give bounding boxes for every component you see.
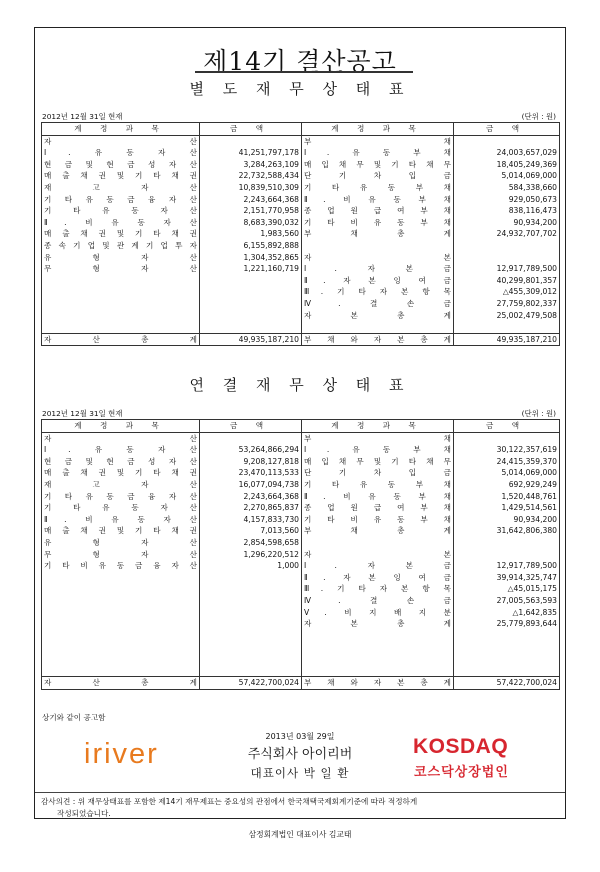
table-row bbox=[42, 514, 560, 526]
amount-value: △455,309,012 bbox=[454, 286, 560, 298]
amount-value: 27,759,802,337 bbox=[454, 298, 560, 310]
separate-balance-sheet bbox=[41, 122, 560, 346]
amount-value: 584,338,660 bbox=[454, 182, 560, 194]
amount-value: 1,520,448,761 bbox=[454, 491, 560, 503]
amount-value: 12,917,789,500 bbox=[454, 263, 560, 275]
amount-value bbox=[454, 135, 560, 147]
account-label bbox=[42, 664, 200, 676]
consolidated-as-of: 2012년 12월 31일 현재 bbox=[42, 409, 123, 418]
amount-value: 2,270,865,837 bbox=[200, 502, 302, 514]
account-label: 매 입 채 무 및 기 타 채 무 bbox=[302, 456, 454, 468]
account-label: Ⅰ. 자 본 금 bbox=[302, 263, 454, 275]
amount-value bbox=[454, 641, 560, 653]
account-label bbox=[42, 572, 200, 584]
col-amount-header: 금 액 bbox=[200, 123, 302, 136]
amount-value bbox=[454, 537, 560, 549]
total-value: 57,422,700,024 bbox=[454, 677, 560, 690]
account-label: 기 타 유 동 자 산 bbox=[42, 205, 200, 217]
account-label bbox=[302, 537, 454, 549]
amount-value: 24,932,707,702 bbox=[454, 228, 560, 240]
amount-value: 929,050,673 bbox=[454, 194, 560, 206]
account-label: 재 고 자 산 bbox=[42, 182, 200, 194]
account-label: Ⅴ. 비 지 배 지 분 bbox=[302, 607, 454, 619]
account-label bbox=[42, 641, 200, 653]
table-row bbox=[42, 275, 560, 287]
amount-value: 9,208,127,818 bbox=[200, 456, 302, 468]
account-label bbox=[42, 653, 200, 665]
page-title: 제14기 결산공고 bbox=[203, 47, 397, 76]
table-row bbox=[42, 537, 560, 549]
iriver-logo: iriver bbox=[84, 738, 159, 770]
separate-unit: (단위 : 원) bbox=[521, 112, 556, 121]
account-label: 매 출 채 권 및 기 타 채 권 bbox=[42, 467, 200, 479]
col-amount-header: 금 액 bbox=[454, 420, 560, 433]
amount-value: 41,251,797,178 bbox=[200, 147, 302, 159]
amount-value: 90,934,200 bbox=[454, 514, 560, 526]
amount-value: 10,839,510,309 bbox=[200, 182, 302, 194]
table-row bbox=[42, 286, 560, 298]
amount-value bbox=[454, 664, 560, 676]
table-row bbox=[42, 182, 560, 194]
amount-value: 25,779,893,644 bbox=[454, 618, 560, 630]
amount-value: △1,642,835 bbox=[454, 607, 560, 619]
amount-value: 1,304,352,865 bbox=[200, 252, 302, 264]
audit-opinion-line-1: 감사의견 : 위 재무상태표를 포함한 제14기 재무제표는 중요성의 관점에서 한국채택국제회계기준에 따라 적정하게 bbox=[41, 797, 418, 806]
table-row bbox=[42, 147, 560, 159]
account-label bbox=[42, 298, 200, 310]
account-label: 부 채 bbox=[302, 135, 454, 147]
account-label: 기 타 비 유 동 금 융 자 산 bbox=[42, 560, 200, 572]
table-row bbox=[42, 432, 560, 444]
amount-value: 39,914,325,747 bbox=[454, 572, 560, 584]
table-row bbox=[42, 310, 560, 322]
amount-value: 40,299,801,357 bbox=[454, 275, 560, 287]
account-label: 무 형 자 산 bbox=[42, 549, 200, 561]
consolidated-heading: 연 결 재 무 상 태 표 bbox=[189, 376, 411, 394]
table-row bbox=[42, 298, 560, 310]
total-label: 부 채 와 자 본 총 계 bbox=[302, 677, 454, 690]
table-row bbox=[42, 467, 560, 479]
account-label bbox=[42, 595, 200, 607]
amount-value bbox=[200, 583, 302, 595]
audit-opinion bbox=[41, 796, 561, 820]
separate-body bbox=[42, 135, 560, 346]
account-label bbox=[42, 583, 200, 595]
account-label: 자 산 bbox=[42, 432, 200, 444]
account-label: Ⅱ. 자 본 잉 여 금 bbox=[302, 572, 454, 584]
amount-value: 2,243,664,368 bbox=[200, 194, 302, 206]
amount-value bbox=[200, 286, 302, 298]
amount-value bbox=[200, 275, 302, 287]
col-account-header: 계 정 과 목 bbox=[302, 420, 454, 433]
table-row bbox=[42, 607, 560, 619]
total-label: 자 산 총 계 bbox=[42, 677, 200, 690]
amount-value bbox=[454, 252, 560, 264]
account-label: 부 채 총 계 bbox=[302, 525, 454, 537]
col-account-header: 계 정 과 목 bbox=[302, 123, 454, 136]
company-name: 주식회사 아이리버 bbox=[247, 747, 353, 762]
amount-value: 53,264,866,294 bbox=[200, 444, 302, 456]
account-label: 매 입 채 무 및 기 타 채 무 bbox=[302, 159, 454, 171]
table-row bbox=[42, 502, 560, 514]
table-row bbox=[42, 217, 560, 229]
account-label bbox=[42, 618, 200, 630]
notice-text: 상기와 같이 공고함 bbox=[42, 713, 106, 722]
account-label: Ⅲ. 기 타 자 본 항 목 bbox=[302, 583, 454, 595]
amount-value: 6,155,892,888 bbox=[200, 240, 302, 252]
total-row bbox=[42, 677, 560, 690]
amount-value: 31,642,806,380 bbox=[454, 525, 560, 537]
col-account-header: 계 정 과 목 bbox=[42, 420, 200, 433]
kosdaq-logo: KOSDAQ bbox=[413, 735, 509, 758]
auditor-name: 삼정회계법인 대표이사 김교태 bbox=[248, 830, 352, 839]
account-label: 기 타 유 동 금 융 자 산 bbox=[42, 194, 200, 206]
table-row bbox=[42, 194, 560, 206]
table-row bbox=[42, 595, 560, 607]
amount-value: 3,284,263,109 bbox=[200, 159, 302, 171]
account-label: Ⅰ. 유 동 자 산 bbox=[42, 444, 200, 456]
amount-value bbox=[200, 607, 302, 619]
total-value: 57,422,700,024 bbox=[200, 677, 302, 690]
account-label: 기 타 유 동 금 융 자 산 bbox=[42, 491, 200, 503]
ceo-name: 대표이사 박 일 환 bbox=[250, 766, 350, 780]
account-label: 종 업 원 급 여 부 채 bbox=[302, 205, 454, 217]
amount-value bbox=[200, 630, 302, 642]
amount-value bbox=[200, 572, 302, 584]
account-label bbox=[42, 275, 200, 287]
table-row bbox=[42, 583, 560, 595]
account-label: Ⅱ. 자 본 잉 여 금 bbox=[302, 275, 454, 287]
table-row bbox=[42, 641, 560, 653]
amount-value: 25,002,479,508 bbox=[454, 310, 560, 322]
total-value: 49,935,187,210 bbox=[200, 333, 302, 346]
table-row bbox=[42, 572, 560, 584]
table-row bbox=[42, 653, 560, 665]
account-label: 종 속 기 업 및 관 계 기 업 투 자 bbox=[42, 240, 200, 252]
account-label: 기 타 유 동 부 채 bbox=[302, 182, 454, 194]
amount-value bbox=[454, 321, 560, 333]
amount-value: △45,015,175 bbox=[454, 583, 560, 595]
consolidated-balance-sheet bbox=[41, 419, 560, 690]
amount-value: 1,983,560 bbox=[200, 228, 302, 240]
account-label: 기 타 비 유 동 부 채 bbox=[302, 217, 454, 229]
account-label: Ⅳ. 결 손 금 bbox=[302, 595, 454, 607]
account-label: 매 출 채 권 및 기 타 채 권 bbox=[42, 170, 200, 182]
amount-value: 5,014,069,000 bbox=[454, 170, 560, 182]
table-row bbox=[42, 525, 560, 537]
amount-value bbox=[200, 298, 302, 310]
amount-value: 24,003,657,029 bbox=[454, 147, 560, 159]
account-label: Ⅰ. 유 동 자 산 bbox=[42, 147, 200, 159]
col-account-header: 계 정 과 목 bbox=[42, 123, 200, 136]
account-label: Ⅰ. 유 동 부 채 bbox=[302, 147, 454, 159]
account-label bbox=[42, 607, 200, 619]
account-label bbox=[302, 664, 454, 676]
consolidated-body bbox=[42, 432, 560, 689]
table-row bbox=[42, 549, 560, 561]
consolidated-unit: (단위 : 원) bbox=[521, 409, 556, 418]
amount-value: 1,296,220,512 bbox=[200, 549, 302, 561]
amount-value: 838,116,473 bbox=[454, 205, 560, 217]
table-row bbox=[42, 159, 560, 171]
account-label: 매 출 채 권 및 기 타 채 권 bbox=[42, 228, 200, 240]
kosdaq-listed-label: 코스닥상장법인 bbox=[414, 765, 509, 780]
amount-value bbox=[200, 653, 302, 665]
account-label: 자 본 총 계 bbox=[302, 618, 454, 630]
account-label bbox=[302, 653, 454, 665]
table-row bbox=[42, 560, 560, 572]
amount-value: 1,221,160,719 bbox=[200, 263, 302, 275]
table-row bbox=[42, 664, 560, 676]
amount-value: 7,013,560 bbox=[200, 525, 302, 537]
account-label: 단 기 차 입 금 bbox=[302, 467, 454, 479]
separate-as-of: 2012년 12월 31일 현재 bbox=[42, 112, 123, 121]
amount-value bbox=[200, 310, 302, 322]
account-label: 기 타 유 동 자 산 bbox=[42, 502, 200, 514]
amount-value: 23,470,113,533 bbox=[200, 467, 302, 479]
account-label: 종 업 원 급 여 부 채 bbox=[302, 502, 454, 514]
account-label bbox=[42, 321, 200, 333]
amount-value bbox=[200, 664, 302, 676]
account-label: 부 채 총 계 bbox=[302, 228, 454, 240]
amount-value: 8,683,390,032 bbox=[200, 217, 302, 229]
table-row bbox=[42, 479, 560, 491]
amount-value bbox=[200, 321, 302, 333]
amount-value: 27,005,563,593 bbox=[454, 595, 560, 607]
amount-value: 2,243,664,368 bbox=[200, 491, 302, 503]
amount-value: 4,157,833,730 bbox=[200, 514, 302, 526]
col-amount-header: 금 액 bbox=[454, 123, 560, 136]
table-row bbox=[42, 630, 560, 642]
account-label: 자 본 bbox=[302, 549, 454, 561]
amount-value: 24,415,359,370 bbox=[454, 456, 560, 468]
table-row bbox=[42, 205, 560, 217]
amount-value: 90,934,200 bbox=[454, 217, 560, 229]
amount-value: 18,405,249,369 bbox=[454, 159, 560, 171]
total-label: 자 산 총 계 bbox=[42, 333, 200, 346]
audit-opinion-line-2: 작성되었습니다. bbox=[57, 809, 111, 818]
account-label: Ⅱ. 비 유 동 자 산 bbox=[42, 514, 200, 526]
account-label: 현 금 및 현 금 성 자 산 bbox=[42, 159, 200, 171]
divider bbox=[35, 792, 565, 793]
table-row bbox=[42, 321, 560, 333]
amount-value bbox=[200, 595, 302, 607]
col-amount-header: 금 액 bbox=[200, 420, 302, 433]
account-label: 부 채 bbox=[302, 432, 454, 444]
amount-value bbox=[454, 549, 560, 561]
table-row bbox=[42, 170, 560, 182]
amount-value bbox=[200, 135, 302, 147]
amount-value: 1,429,514,561 bbox=[454, 502, 560, 514]
account-label bbox=[42, 630, 200, 642]
table-row bbox=[42, 228, 560, 240]
amount-value: 692,929,249 bbox=[454, 479, 560, 491]
account-label: 기 타 유 동 부 채 bbox=[302, 479, 454, 491]
account-label: Ⅰ. 유 동 부 채 bbox=[302, 444, 454, 456]
table-row bbox=[42, 491, 560, 503]
table-row bbox=[42, 444, 560, 456]
amount-value: 5,014,069,000 bbox=[454, 467, 560, 479]
account-label: 무 형 자 산 bbox=[42, 263, 200, 275]
amount-value bbox=[200, 618, 302, 630]
amount-value bbox=[200, 641, 302, 653]
amount-value: 12,917,789,500 bbox=[454, 560, 560, 572]
account-label: Ⅱ. 비 유 동 자 산 bbox=[42, 217, 200, 229]
account-label: 단 기 차 입 금 bbox=[302, 170, 454, 182]
account-label: 기 타 비 유 동 부 채 bbox=[302, 514, 454, 526]
account-label: 유 형 자 산 bbox=[42, 252, 200, 264]
account-label: Ⅲ. 기 타 자 본 항 목 bbox=[302, 286, 454, 298]
account-label bbox=[42, 286, 200, 298]
account-label: 매 출 채 권 및 기 타 채 권 bbox=[42, 525, 200, 537]
amount-value: 30,122,357,619 bbox=[454, 444, 560, 456]
total-label: 부 채 와 자 본 총 계 bbox=[302, 333, 454, 346]
account-label bbox=[302, 630, 454, 642]
account-label: 자 본 bbox=[302, 252, 454, 264]
table-row bbox=[42, 252, 560, 264]
account-label: 현 금 및 현 금 성 자 산 bbox=[42, 456, 200, 468]
amount-value bbox=[454, 653, 560, 665]
total-row bbox=[42, 333, 560, 346]
table-row bbox=[42, 618, 560, 630]
account-label: Ⅱ. 비 유 동 부 채 bbox=[302, 194, 454, 206]
account-label: 자 본 총 계 bbox=[302, 310, 454, 322]
table-row bbox=[42, 135, 560, 147]
amount-value: 2,854,598,658 bbox=[200, 537, 302, 549]
amount-value bbox=[454, 630, 560, 642]
account-label: Ⅰ. 자 본 금 bbox=[302, 560, 454, 572]
total-value: 49,935,187,210 bbox=[454, 333, 560, 346]
table-row bbox=[42, 240, 560, 252]
account-label: 재 고 자 산 bbox=[42, 479, 200, 491]
account-label: Ⅱ. 비 유 동 부 채 bbox=[302, 491, 454, 503]
separate-heading: 별 도 재 무 상 태 표 bbox=[189, 80, 411, 98]
account-label bbox=[302, 321, 454, 333]
amount-value: 22,732,588,434 bbox=[200, 170, 302, 182]
account-label: Ⅳ. 결 손 금 bbox=[302, 298, 454, 310]
table-row bbox=[42, 456, 560, 468]
account-label bbox=[302, 641, 454, 653]
amount-value: 2,151,770,958 bbox=[200, 205, 302, 217]
amount-value: 16,077,094,738 bbox=[200, 479, 302, 491]
announcement-date: 2013년 03월 29일 bbox=[265, 732, 335, 741]
amount-value bbox=[454, 240, 560, 252]
amount-value bbox=[454, 432, 560, 444]
amount-value: 1,000 bbox=[200, 560, 302, 572]
title-underline bbox=[195, 71, 413, 73]
account-label bbox=[42, 310, 200, 322]
account-label: 유 형 자 산 bbox=[42, 537, 200, 549]
amount-value bbox=[200, 432, 302, 444]
table-row bbox=[42, 263, 560, 275]
account-label: 자 산 bbox=[42, 135, 200, 147]
account-label bbox=[302, 240, 454, 252]
